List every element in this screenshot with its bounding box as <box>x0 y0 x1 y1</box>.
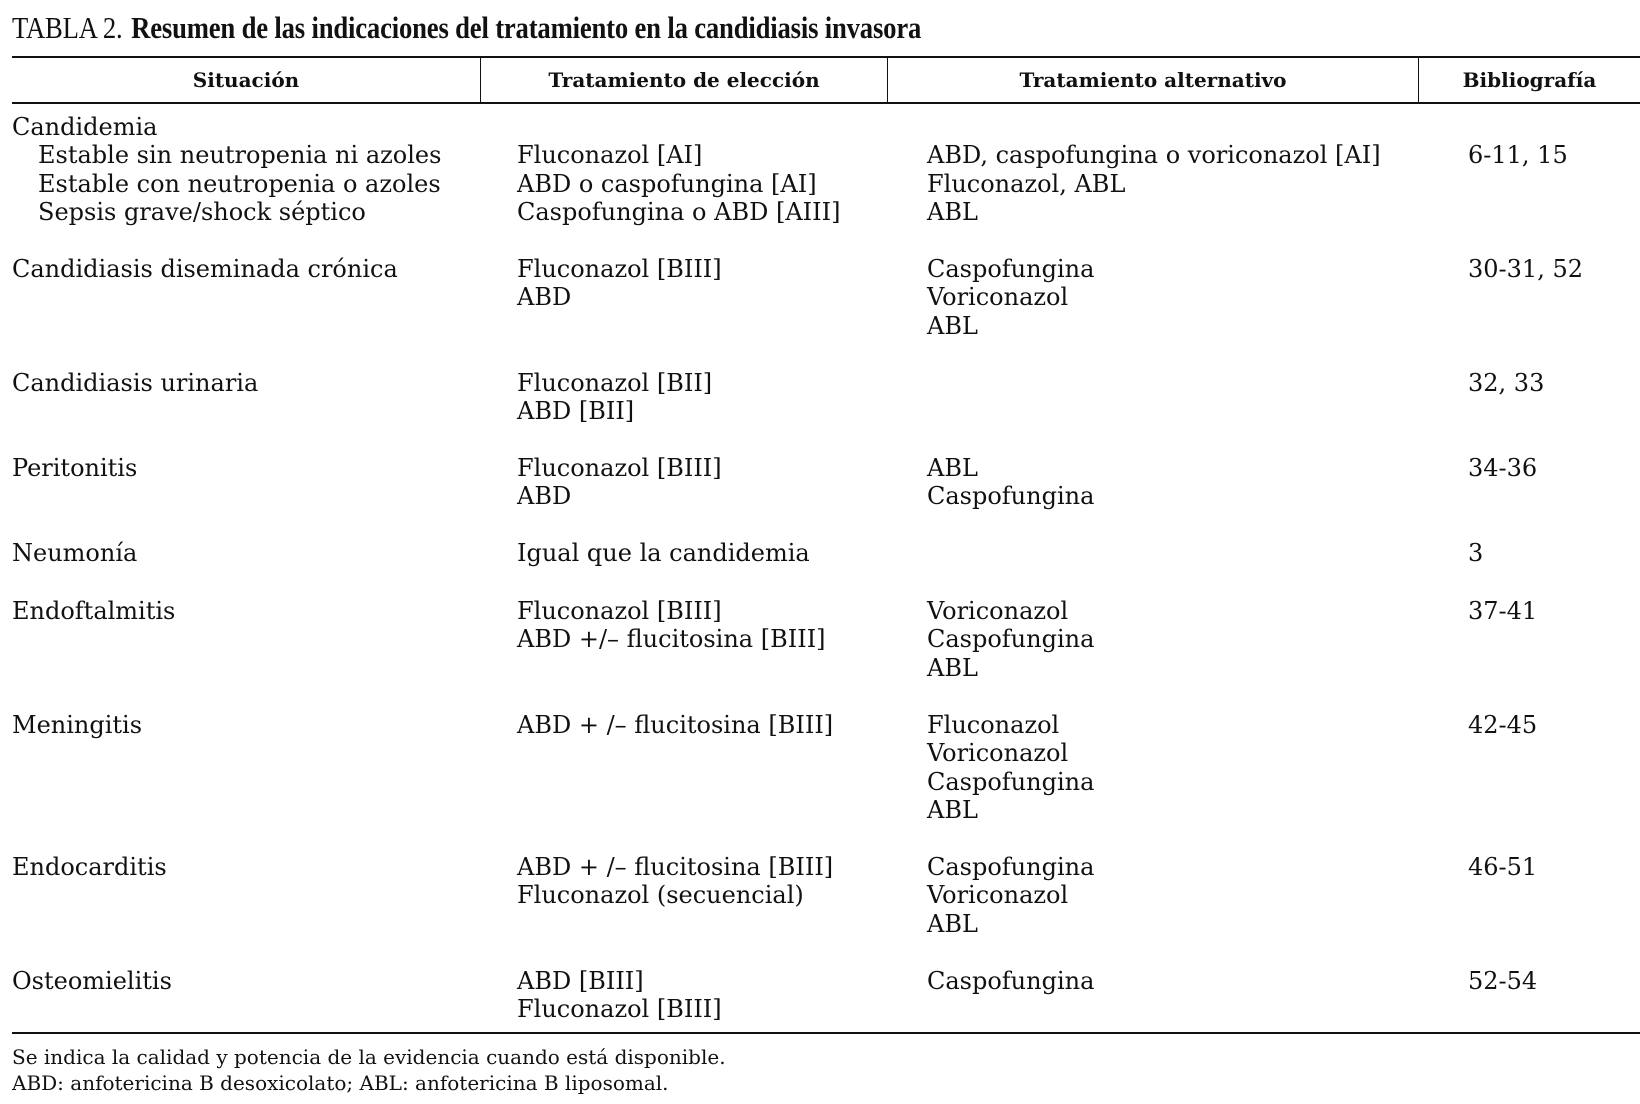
header-bibliografia: Bibliografía <box>1462 68 1597 92</box>
alternativo-line: Voriconazol <box>927 283 1069 312</box>
alternativo-line: ABL <box>927 311 978 340</box>
alternativo-line: Caspofungina <box>927 967 1095 995</box>
cell-bibliografia: 37-41 <box>1468 597 1538 625</box>
table-header <box>12 58 1640 102</box>
cell-eleccion <box>517 597 826 654</box>
cell-situacion <box>12 711 142 739</box>
alternativo-line: ABL <box>927 796 978 825</box>
eleccion-line: ABD <box>517 482 572 511</box>
cell-eleccion <box>517 369 712 426</box>
eleccion-line: Fluconazol [BIII] <box>517 454 722 482</box>
cell-bibliografia: 30-31, 52 <box>1468 255 1583 283</box>
situacion-line: Estable sin neutropenia ni azoles <box>38 141 442 170</box>
eleccion-line: ABD +/– flucitosina [BIII] <box>517 625 826 654</box>
alternativo-line: Voriconazol <box>927 881 1069 910</box>
eleccion-line: ABD [BIII] <box>517 967 644 995</box>
cell-situacion <box>12 539 137 567</box>
eleccion-line: ABD + /– flucitosina [BIII] <box>517 853 834 881</box>
eleccion-line: Fluconazol (secuencial) <box>517 881 804 910</box>
alternativo-line: ABL <box>927 653 978 682</box>
situacion-line: Sepsis grave/shock séptico <box>38 198 366 227</box>
cell-situacion <box>12 113 441 227</box>
cell-situacion <box>12 853 167 881</box>
eleccion-line: ABD [BII] <box>517 397 635 426</box>
eleccion-line: Caspofungina o ABD [AIII] <box>517 198 841 227</box>
cell-bibliografia: 34-36 <box>1468 454 1538 482</box>
header-eleccion: Tratamiento de elección <box>548 68 820 92</box>
cell-situacion <box>12 369 258 397</box>
footnote-evidence: Se indica la calidad y potencia de la evidencia cuando está disponible. <box>12 1045 726 1069</box>
header-situacion: Situación <box>192 68 300 92</box>
alternativo-line: ABL <box>927 198 978 227</box>
alternativo-line: Voriconazol <box>927 739 1069 768</box>
cell-alternativo <box>927 141 1381 226</box>
situacion-line: Candidiasis diseminada crónica <box>12 255 398 283</box>
table-footnotes <box>12 1044 726 1096</box>
eleccion-line: Fluconazol [BIII] <box>517 255 722 283</box>
cell-alternativo <box>927 853 1094 938</box>
alternativo-line: Caspofungina <box>927 255 1095 283</box>
cell-bibliografia: 32, 33 <box>1468 369 1545 397</box>
alternativo-line: Fluconazol, ABL <box>927 169 1126 198</box>
situacion-line: Neumonía <box>12 539 138 567</box>
cell-alternativo <box>927 967 1094 995</box>
cell-situacion <box>12 967 172 995</box>
situacion-line: Peritonitis <box>12 454 138 482</box>
cell-alternativo <box>927 597 1094 682</box>
bottom-rule <box>12 1032 1640 1034</box>
cell-bibliografia: 6-11, 15 <box>1468 141 1568 170</box>
alternativo-line: Caspofungina <box>927 853 1095 881</box>
cell-eleccion <box>517 539 810 567</box>
eleccion-line: Fluconazol [BII] <box>517 369 713 397</box>
alternativo-line: Fluconazol <box>927 711 1060 739</box>
cell-situacion <box>12 597 175 625</box>
group-label: Candidemia <box>12 113 158 141</box>
alternativo-line: ABD, caspofungina o voriconazol [AI] <box>927 141 1381 170</box>
situacion-line: Estable con neutropenia o azoles <box>38 169 441 198</box>
cell-situacion <box>12 255 398 283</box>
situacion-line: Candidiasis urinaria <box>12 369 259 397</box>
eleccion-line: Fluconazol [BIII] <box>517 995 722 1024</box>
situacion-line: Meningitis <box>12 711 143 739</box>
situacion-line: Endocarditis <box>12 853 167 881</box>
eleccion-line: ABD + /– flucitosina [BIII] <box>517 711 834 739</box>
cell-alternativo <box>927 711 1094 825</box>
cell-eleccion <box>517 853 833 910</box>
document-page <box>12 0 1640 1104</box>
header-alternativo: Tratamiento alternativo <box>1019 68 1287 92</box>
eleccion-line: ABD o caspofungina [AI] <box>517 169 817 198</box>
situacion-line: Endoftalmitis <box>12 597 176 625</box>
alternativo-line: Caspofungina <box>927 767 1095 796</box>
footnote-abbreviations: ABD: anfotericina B desoxicolato; ABL: anfotericina B liposomal. <box>12 1071 669 1095</box>
eleccion-line: Igual que la candidemia <box>517 539 810 567</box>
cell-bibliografia: 3 <box>1468 539 1484 567</box>
header-rule <box>12 102 1640 104</box>
cell-bibliografia: 42-45 <box>1468 711 1538 739</box>
situacion-line: Osteomielitis <box>12 967 172 995</box>
eleccion-line: Fluconazol [AI] <box>517 141 703 170</box>
cell-alternativo <box>927 255 1094 340</box>
table-caption <box>12 8 921 48</box>
alternativo-line: ABL <box>927 454 978 482</box>
cell-eleccion <box>517 967 722 1024</box>
eleccion-line: ABD <box>517 283 572 312</box>
cell-alternativo <box>927 454 1094 511</box>
alternativo-line: ABL <box>927 909 978 938</box>
cell-eleccion <box>517 141 840 226</box>
cell-eleccion <box>517 255 722 312</box>
alternativo-line: Voriconazol <box>927 597 1069 625</box>
cell-eleccion <box>517 711 833 739</box>
cell-eleccion <box>517 454 722 511</box>
eleccion-line: Fluconazol [BIII] <box>517 597 722 625</box>
cell-bibliografia: 46-51 <box>1468 853 1538 881</box>
cell-bibliografia: 52-54 <box>1468 967 1538 995</box>
alternativo-line: Caspofungina <box>927 482 1095 511</box>
table-title: Resumen de las indicaciones del tratamiento en la candidiasis invasora <box>131 10 922 45</box>
alternativo-line: Caspofungina <box>927 625 1095 654</box>
cell-situacion <box>12 454 137 482</box>
table-label: TABLA 2. <box>12 10 123 45</box>
